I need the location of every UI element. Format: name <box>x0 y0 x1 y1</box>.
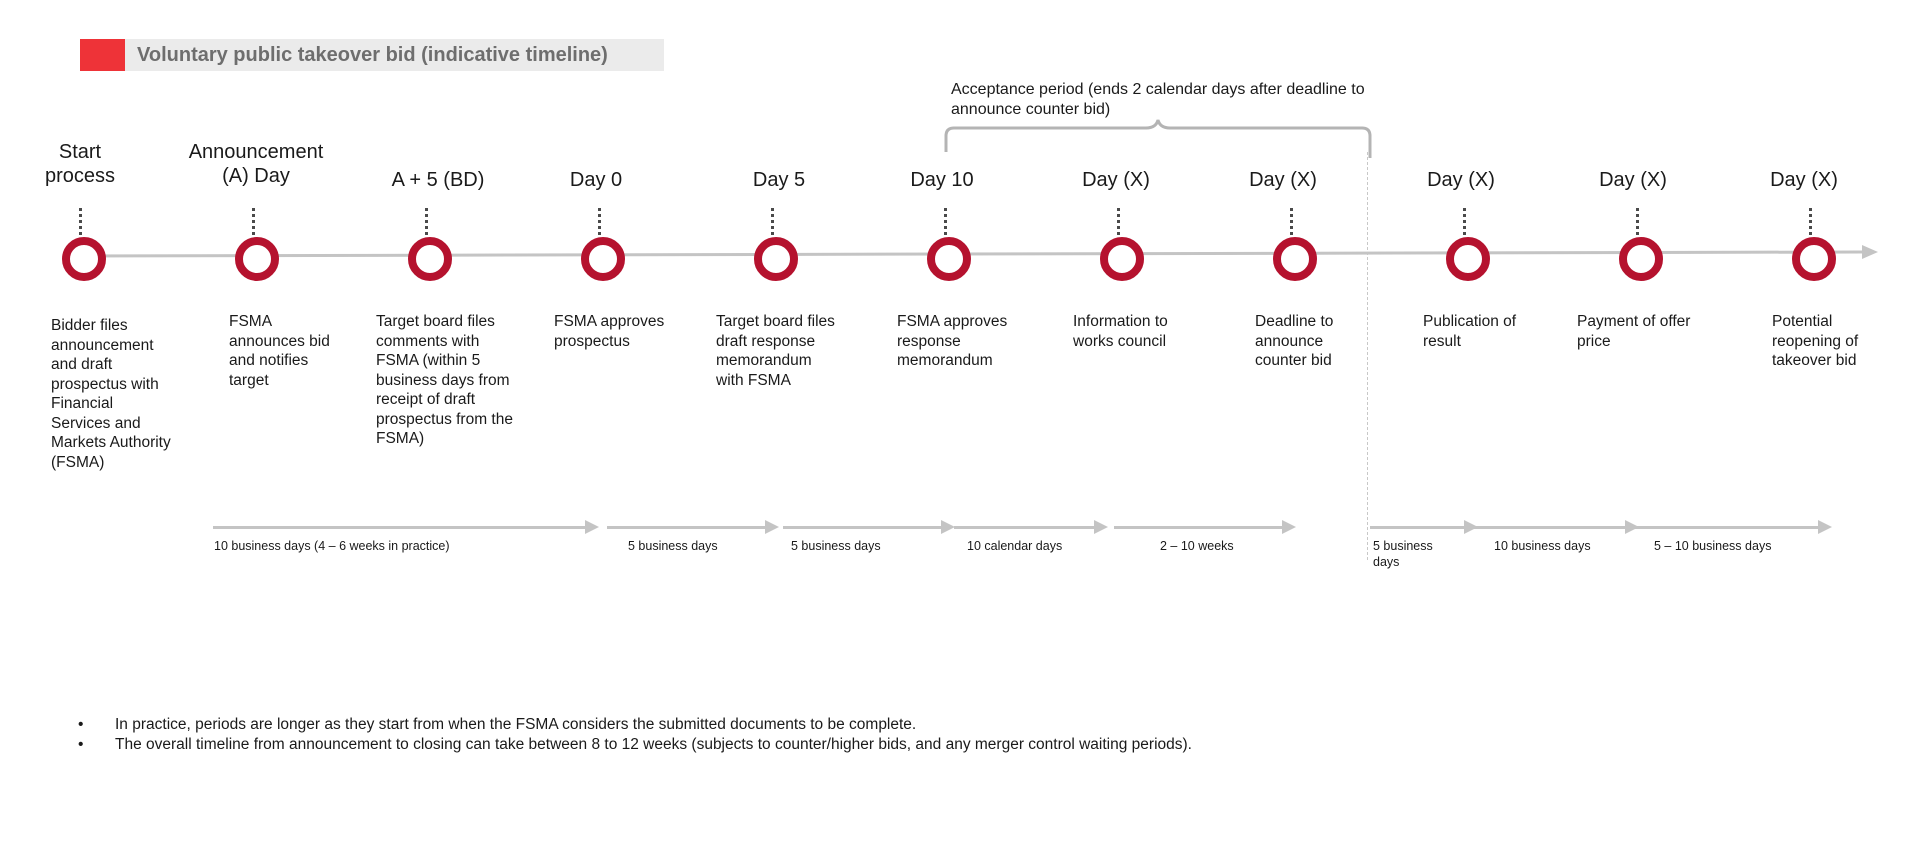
stage-description: FSMA announces bid and notifies target <box>229 313 330 389</box>
stage-node-payment-offer-price[interactable] <box>1619 237 1663 281</box>
stage-node-deadline-counter-bid[interactable] <box>1273 237 1317 281</box>
stage-description: Information to works council <box>1073 313 1168 350</box>
stage-label: Day (X) <box>1249 169 1317 191</box>
stage-description: Target board files draft response memorandum with FSMA <box>716 313 835 389</box>
stage-node-day-10[interactable] <box>927 237 971 281</box>
duration-label: 5 – 10 business days <box>1654 539 1772 553</box>
duration-arrowhead <box>1282 520 1296 534</box>
bullet: • <box>78 736 84 753</box>
stage-label: Day (X) <box>1082 169 1150 191</box>
stage-stem <box>1290 208 1293 235</box>
stage-node-day-5[interactable] <box>754 237 798 281</box>
bullet: • <box>78 716 84 733</box>
duration-arrowhead <box>1094 520 1108 534</box>
footnote-item <box>78 715 1578 735</box>
timeline-axis-arrowhead <box>1862 245 1878 259</box>
duration-label: 10 calendar days <box>967 539 1063 553</box>
acceptance-period-brace <box>940 100 1374 158</box>
page-title: Voluntary public takeover bid (indicative timeline) <box>137 44 608 66</box>
duration-arrowhead <box>585 520 599 534</box>
stage-label: Day (X) <box>1770 169 1838 191</box>
title-accent-square <box>80 39 125 71</box>
stage-description: Target board files comments with FSMA (within 5 business days from receipt of draft prospectus from the FSMA) <box>376 313 513 447</box>
stage-stem <box>1809 208 1812 235</box>
footnote-text: In practice, periods are longer as they start from when the FSMA considers the submitted documents to be complete. <box>115 716 917 733</box>
duration-arrow-line <box>1370 526 1464 529</box>
stage-description: Payment of offer price <box>1577 313 1691 350</box>
footnotes <box>78 715 1578 755</box>
duration-arrowhead <box>765 520 779 534</box>
duration-arrow-line <box>607 526 765 529</box>
stage-node-publication-result[interactable] <box>1446 237 1490 281</box>
duration-arrow-line <box>1473 526 1625 529</box>
timeline-axis-line <box>80 252 1862 256</box>
stage-description: Bidder files announcement and draft prospectus with Financial Services and Markets Authority (FSMA) <box>51 317 171 471</box>
stage-stem <box>1117 208 1120 235</box>
duration-arrow-line <box>1114 526 1282 529</box>
stage-node-start-process[interactable] <box>62 237 106 281</box>
acceptance-period-divider <box>1367 152 1368 560</box>
stage-stem <box>1636 208 1639 235</box>
duration-arrow-line <box>213 526 585 529</box>
stage-label: Start process <box>44 141 116 187</box>
duration-label: 5 business days <box>791 539 881 553</box>
stage-node-a-plus-5[interactable] <box>408 237 452 281</box>
stage-label: Day 5 <box>752 169 806 191</box>
duration-label: 10 business days <box>1494 539 1591 553</box>
stage-node-announcement-day[interactable] <box>235 237 279 281</box>
duration-arrowhead <box>1818 520 1832 534</box>
stage-node-day-0[interactable] <box>581 237 625 281</box>
duration-label: 5 business days <box>1373 539 1433 569</box>
acceptance-period-label: Acceptance period (ends 2 calendar days after deadline to announce counter bid) <box>951 81 1365 118</box>
stage-description: FSMA approves response memorandum <box>897 313 1008 369</box>
stage-stem <box>425 208 428 235</box>
duration-arrow-line <box>1634 526 1818 529</box>
stage-label: Day (X) <box>1427 169 1495 191</box>
stage-label: Day (X) <box>1599 169 1667 191</box>
stage-label: A + 5 (BD) <box>391 169 485 191</box>
footnote-item <box>78 735 1578 755</box>
footnote-text: The overall timeline from announcement to closing can take between 8 to 12 weeks (subjects to counter/higher bids, and any merger control waiting periods). <box>115 736 1192 753</box>
stage-stem <box>771 208 774 235</box>
stage-label: Day 10 <box>910 169 974 191</box>
stage-node-information-works-council[interactable] <box>1100 237 1144 281</box>
stage-stem <box>598 208 601 235</box>
stage-stem <box>1463 208 1466 235</box>
stage-description: Potential reopening of takeover bid <box>1772 313 1859 369</box>
stage-stem <box>252 208 255 235</box>
duration-label: 2 – 10 weeks <box>1160 539 1234 553</box>
stage-label: Announcement (A) Day <box>188 141 324 187</box>
stage-description: Deadline to announce counter bid <box>1255 313 1334 369</box>
stage-label: Day 0 <box>569 169 623 191</box>
duration-label: 10 business days (4 – 6 weeks in practice) <box>214 539 450 553</box>
duration-label: 5 business days <box>628 539 718 553</box>
duration-arrow-line <box>783 526 941 529</box>
stage-node-potential-reopening[interactable] <box>1792 237 1836 281</box>
stage-description: Publication of result <box>1423 313 1517 350</box>
duration-arrow-line <box>954 526 1094 529</box>
stage-stem <box>944 208 947 235</box>
stage-description: FSMA approves prospectus <box>554 313 665 350</box>
duration-arrowhead <box>941 520 955 534</box>
stage-stem <box>79 208 82 235</box>
